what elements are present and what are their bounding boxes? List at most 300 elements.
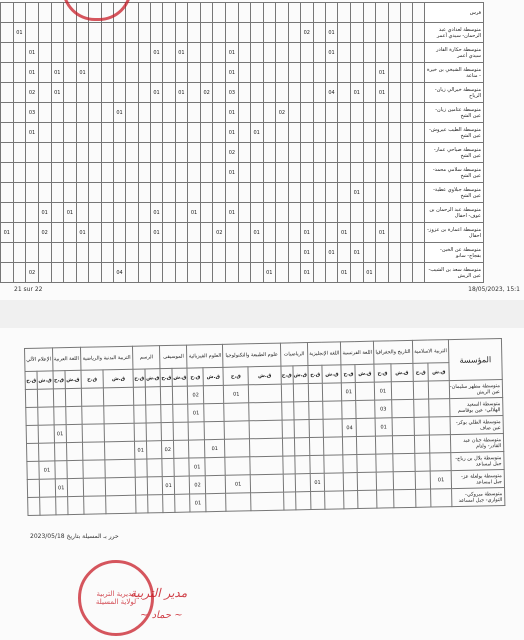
table-cell	[81, 388, 104, 406]
schools-table-page-one	[0, 2, 484, 283]
school-name: متوسطة جبلاوي عطية- عين الشخ	[425, 183, 484, 203]
table-cell	[150, 23, 163, 43]
table-cell	[188, 223, 201, 243]
table-cell	[300, 163, 313, 183]
table-cell	[13, 243, 26, 263]
table-cell	[300, 83, 313, 103]
table-cell	[82, 424, 105, 442]
table-cell	[51, 23, 64, 43]
table-cell	[13, 123, 26, 143]
table-cell: 01	[226, 203, 239, 223]
table-cell	[188, 103, 201, 123]
table-cell: 01	[204, 439, 225, 457]
table-cell	[276, 263, 289, 283]
table-cell	[200, 263, 213, 283]
table-cell	[76, 123, 89, 143]
table-cell	[39, 479, 55, 497]
table-cell	[163, 23, 175, 43]
table-cell	[238, 243, 250, 263]
table-cell	[213, 63, 226, 83]
table-cell	[324, 437, 343, 455]
table-cell	[65, 388, 81, 406]
table-cell	[175, 103, 188, 123]
table-cell	[388, 183, 400, 203]
table-cell: 02	[300, 23, 313, 43]
table-cell	[250, 43, 263, 63]
table-cell: 01	[250, 123, 263, 143]
subject-header: الرسم	[133, 346, 161, 370]
table-cell	[276, 3, 289, 23]
table-cell	[250, 183, 263, 203]
table-cell: 01	[162, 476, 174, 494]
table-cell	[401, 3, 413, 23]
subcolumn-header: ق.ح	[133, 369, 145, 387]
table-cell	[413, 63, 425, 83]
table-cell	[76, 143, 89, 163]
table-cell	[175, 183, 188, 203]
table-cell: 02	[276, 103, 289, 123]
table-cell	[288, 3, 300, 23]
table-cell	[150, 263, 163, 283]
table-cell	[338, 23, 351, 43]
table-cell	[135, 459, 147, 477]
table-cell	[288, 143, 300, 163]
table-cell	[310, 455, 325, 473]
table-cell	[282, 420, 294, 438]
table-cell	[205, 457, 226, 475]
table-cell: 01	[38, 203, 51, 223]
table-row	[1, 223, 484, 243]
table-cell	[175, 263, 188, 283]
table-cell	[163, 123, 175, 143]
table-cell: 01	[26, 123, 39, 143]
table-cell	[89, 243, 101, 263]
table-cell	[313, 123, 325, 143]
table-cell	[101, 183, 113, 203]
table-cell	[163, 143, 175, 163]
table-cell	[338, 143, 351, 163]
table-cell	[150, 143, 163, 163]
table-cell	[101, 63, 113, 83]
subcolumn-header: ق.ح	[160, 368, 172, 386]
table-cell	[338, 43, 351, 63]
table-cell	[401, 23, 413, 43]
table-cell	[173, 422, 189, 440]
table-cell	[288, 23, 300, 43]
table-cell	[27, 479, 39, 497]
table-cell	[150, 123, 163, 143]
table-cell	[375, 436, 392, 454]
table-cell	[64, 103, 77, 123]
table-cell	[226, 263, 239, 283]
table-cell	[250, 143, 263, 163]
table-cell	[401, 123, 413, 143]
table-cell	[147, 477, 163, 495]
subcolumn-header: ق.ح	[281, 366, 293, 384]
table-cell	[401, 223, 413, 243]
table-cell	[175, 63, 188, 83]
school-name: متوسطة سعد بن الشيب- عين الريش	[425, 263, 484, 283]
table-cell	[263, 3, 276, 23]
subject-header: اللغة الإنجليزية	[307, 342, 341, 366]
table-cell	[313, 263, 325, 283]
table-cell	[238, 83, 250, 103]
table-cell	[363, 43, 376, 63]
table-cell: 01	[39, 461, 55, 479]
table-cell	[1, 263, 14, 283]
table-cell	[150, 163, 163, 183]
table-cell	[376, 183, 389, 203]
table-cell: 01	[51, 63, 64, 83]
table-cell	[89, 143, 101, 163]
table-cell: 01	[300, 243, 313, 263]
subcolumn-header: ق.ش	[292, 366, 308, 384]
table-cell	[376, 23, 389, 43]
table-cell	[113, 83, 126, 103]
table-cell	[300, 3, 313, 23]
table-row	[1, 183, 484, 203]
table-cell	[338, 83, 351, 103]
table-cell	[276, 183, 289, 203]
table-cell	[388, 103, 400, 123]
table-cell	[238, 103, 250, 123]
table-cell	[388, 63, 400, 83]
table-cell: 03	[375, 400, 392, 418]
subject-header: التربية البدنية والرياضية	[80, 346, 133, 370]
table-cell	[250, 438, 283, 457]
table-row	[1, 263, 484, 283]
table-cell	[288, 83, 300, 103]
table-cell	[288, 243, 300, 263]
signature-date: حرر بـ المسيلة بتاريخ 2023/05/18	[30, 533, 119, 540]
subject-header: اللغة الفرنسية	[341, 341, 374, 365]
table-cell	[200, 3, 213, 23]
table-cell	[150, 3, 163, 23]
table-cell	[138, 183, 150, 203]
table-cell	[415, 471, 431, 489]
table-cell	[300, 143, 313, 163]
table-cell	[1, 23, 14, 43]
table-cell	[38, 3, 51, 23]
table-cell	[76, 203, 89, 223]
table-cell	[294, 438, 310, 456]
table-cell	[213, 3, 226, 23]
table-cell	[188, 263, 201, 283]
table-cell	[51, 43, 64, 63]
table-cell	[213, 203, 226, 223]
table-cell	[113, 43, 126, 63]
table-cell	[324, 455, 343, 473]
table-cell	[288, 63, 300, 83]
table-cell: 01	[226, 63, 239, 83]
table-cell	[126, 203, 138, 223]
table-cell	[363, 23, 376, 43]
school-name: متوسطة صياحي عمار- عين الشخ	[425, 143, 484, 163]
table-cell	[205, 475, 226, 493]
table-cell	[200, 123, 213, 143]
table-cell	[38, 143, 51, 163]
table-cell	[294, 420, 310, 438]
table-cell	[392, 417, 414, 435]
table-cell	[225, 457, 250, 476]
table-cell	[150, 103, 163, 123]
table-cell	[263, 103, 276, 123]
table-cell	[126, 183, 138, 203]
table-cell	[146, 423, 162, 441]
table-cell	[38, 163, 51, 183]
table-cell	[54, 443, 66, 461]
table-cell: 01	[338, 263, 351, 283]
table-cell	[189, 440, 205, 458]
table-cell	[174, 476, 190, 494]
table-cell	[413, 381, 429, 399]
table-cell	[126, 143, 138, 163]
table-cell	[313, 243, 325, 263]
table-cell	[288, 183, 300, 203]
table-cell	[295, 492, 311, 510]
table-cell	[413, 123, 425, 143]
table-cell	[13, 63, 26, 83]
table-cell	[414, 417, 430, 435]
table-cell	[138, 263, 150, 283]
table-cell	[67, 496, 83, 514]
table-cell	[250, 23, 263, 43]
table-cell	[413, 183, 425, 203]
table-cell	[263, 183, 276, 203]
table-cell	[106, 477, 136, 496]
table-cell	[13, 83, 26, 103]
table-cell	[430, 435, 451, 453]
table-cell	[388, 223, 400, 243]
table-cell	[206, 493, 227, 511]
table-cell	[161, 404, 173, 422]
table-row	[1, 63, 484, 83]
table-cell	[13, 183, 26, 203]
table-cell	[276, 243, 289, 263]
table-cell	[1, 123, 14, 143]
table-cell	[300, 123, 313, 143]
table-cell	[27, 461, 39, 479]
table-row	[1, 43, 484, 63]
table-cell	[351, 3, 364, 23]
table-cell	[188, 83, 201, 103]
table-cell	[343, 437, 358, 455]
table-cell	[282, 438, 294, 456]
table-cell	[376, 3, 389, 23]
table-cell	[64, 63, 77, 83]
table-cell: 01	[374, 382, 391, 400]
table-cell	[338, 203, 351, 223]
table-cell	[200, 203, 213, 223]
table-cell	[281, 402, 293, 420]
table-cell	[38, 63, 51, 83]
table-cell	[363, 203, 376, 223]
table-cell	[376, 163, 389, 183]
table-cell	[310, 491, 325, 509]
table-cell	[138, 83, 150, 103]
table-cell	[101, 103, 113, 123]
table-cell	[13, 143, 26, 163]
subcolumn-header: ق.ش	[203, 367, 224, 385]
table-cell: 02	[26, 263, 39, 283]
table-row	[1, 243, 484, 263]
table-cell: 01	[76, 223, 89, 243]
table-cell	[293, 402, 309, 420]
school-name: متوسطة جنان عبد القادر- ولتام	[450, 433, 503, 452]
table-cell	[376, 243, 389, 263]
table-cell	[101, 263, 113, 283]
table-cell	[238, 63, 250, 83]
table-cell	[238, 263, 250, 283]
table-cell	[325, 203, 338, 223]
table-cell	[138, 43, 150, 63]
table-cell	[351, 123, 364, 143]
table-cell	[64, 223, 77, 243]
table-cell	[28, 497, 40, 515]
table-cell	[429, 399, 450, 417]
table-cell: 01	[226, 163, 239, 183]
table-cell	[76, 183, 89, 203]
table-cell	[64, 83, 77, 103]
table-cell	[188, 143, 201, 163]
subject-header: العلوم الفيزيائية	[187, 344, 223, 368]
school-name: متوسطة خيرالي زيان- الرياح	[425, 83, 484, 103]
table-cell	[26, 23, 39, 43]
page-one	[0, 0, 524, 300]
table-cell	[89, 23, 101, 43]
table-cell	[38, 123, 51, 143]
table-cell	[173, 404, 189, 422]
table-cell	[138, 103, 150, 123]
table-cell: 01	[54, 425, 66, 443]
table-cell	[138, 163, 150, 183]
table-cell	[351, 63, 364, 83]
table-cell: 01	[175, 43, 188, 63]
table-cell	[391, 399, 413, 417]
table-cell	[293, 384, 309, 402]
table-cell	[358, 490, 377, 508]
table-cell	[66, 442, 82, 460]
table-cell	[38, 23, 51, 43]
table-cell	[37, 389, 53, 407]
table-cell	[263, 63, 276, 83]
table-cell	[325, 103, 338, 123]
table-cell	[101, 243, 113, 263]
table-cell	[276, 223, 289, 243]
table-cell	[188, 63, 201, 83]
table-cell	[263, 203, 276, 223]
table-cell	[163, 43, 175, 63]
table-cell	[126, 163, 138, 183]
table-cell	[101, 43, 113, 63]
subject-header: اللغة العربية	[52, 347, 80, 371]
table-cell	[89, 83, 101, 103]
table-cell	[401, 63, 413, 83]
table-cell	[351, 203, 364, 223]
table-cell	[64, 123, 77, 143]
table-cell	[64, 263, 77, 283]
table-cell	[288, 163, 300, 183]
table-cell	[393, 453, 415, 471]
table-cell	[200, 243, 213, 263]
table-cell	[401, 143, 413, 163]
table-cell: 01	[351, 83, 364, 103]
table-cell	[138, 3, 150, 23]
table-cell	[67, 460, 83, 478]
table-cell	[263, 43, 276, 63]
table-cell	[388, 203, 400, 223]
table-cell: 04	[342, 419, 357, 437]
table-cell	[363, 223, 376, 243]
table-cell	[276, 163, 289, 183]
table-cell	[250, 3, 263, 23]
table-cell	[213, 263, 226, 283]
table-cell	[263, 143, 276, 163]
table-cell: 01	[263, 263, 276, 283]
handwritten-signature: ~ ﺣﻤﺎﺩ ~	[140, 610, 183, 621]
table-cell: 01	[76, 63, 89, 83]
table-cell	[40, 497, 56, 515]
table-cell	[338, 3, 351, 23]
table-cell: 01	[188, 203, 201, 223]
table-cell	[288, 123, 300, 143]
table-cell	[343, 473, 358, 491]
table-cell	[226, 23, 239, 43]
table-cell	[163, 494, 175, 512]
school-name: متوسطة اعمارة بن عزوز- احفال	[425, 223, 484, 243]
table-cell	[288, 103, 300, 123]
table-cell	[126, 3, 138, 23]
table-cell	[38, 103, 51, 123]
table-cell: 02	[162, 440, 174, 458]
table-cell	[83, 478, 106, 496]
table-cell	[53, 407, 65, 425]
table-cell	[89, 223, 101, 243]
table-cell	[276, 23, 289, 43]
page-gap	[0, 300, 524, 328]
table-cell	[13, 203, 26, 223]
table-cell: 01	[26, 63, 39, 83]
table-cell	[363, 83, 376, 103]
institution-header: المؤسسة	[448, 338, 502, 380]
subject-header: التربية الاسلامية	[412, 340, 449, 364]
table-cell	[276, 143, 289, 163]
table-cell	[76, 83, 89, 103]
table-cell	[51, 103, 64, 123]
table-cell	[126, 63, 138, 83]
stamp-text: مديرية التربية لولاية المسيلة	[95, 590, 137, 606]
table-cell	[413, 103, 425, 123]
table-cell	[188, 23, 201, 43]
table-cell	[413, 3, 425, 23]
table-cell	[376, 143, 389, 163]
table-cell: 01	[300, 263, 313, 283]
table-cell	[188, 243, 201, 263]
table-cell: 01	[376, 83, 389, 103]
table-cell	[276, 63, 289, 83]
table-cell	[226, 243, 239, 263]
school-name: متوسطة السعيد الهلالي- عين بوقاسم	[450, 397, 503, 416]
table-cell	[388, 3, 400, 23]
school-name: متوسطة سلامي محمد- عين الشخ	[425, 163, 484, 183]
school-name: متوسطة عثامين زيان- عين الشخ	[425, 103, 484, 123]
table-cell	[13, 103, 26, 123]
table-cell	[325, 491, 344, 509]
table-cell: 01	[376, 63, 389, 83]
table-cell	[51, 123, 64, 143]
table-row	[1, 203, 484, 223]
table-cell	[388, 163, 400, 183]
